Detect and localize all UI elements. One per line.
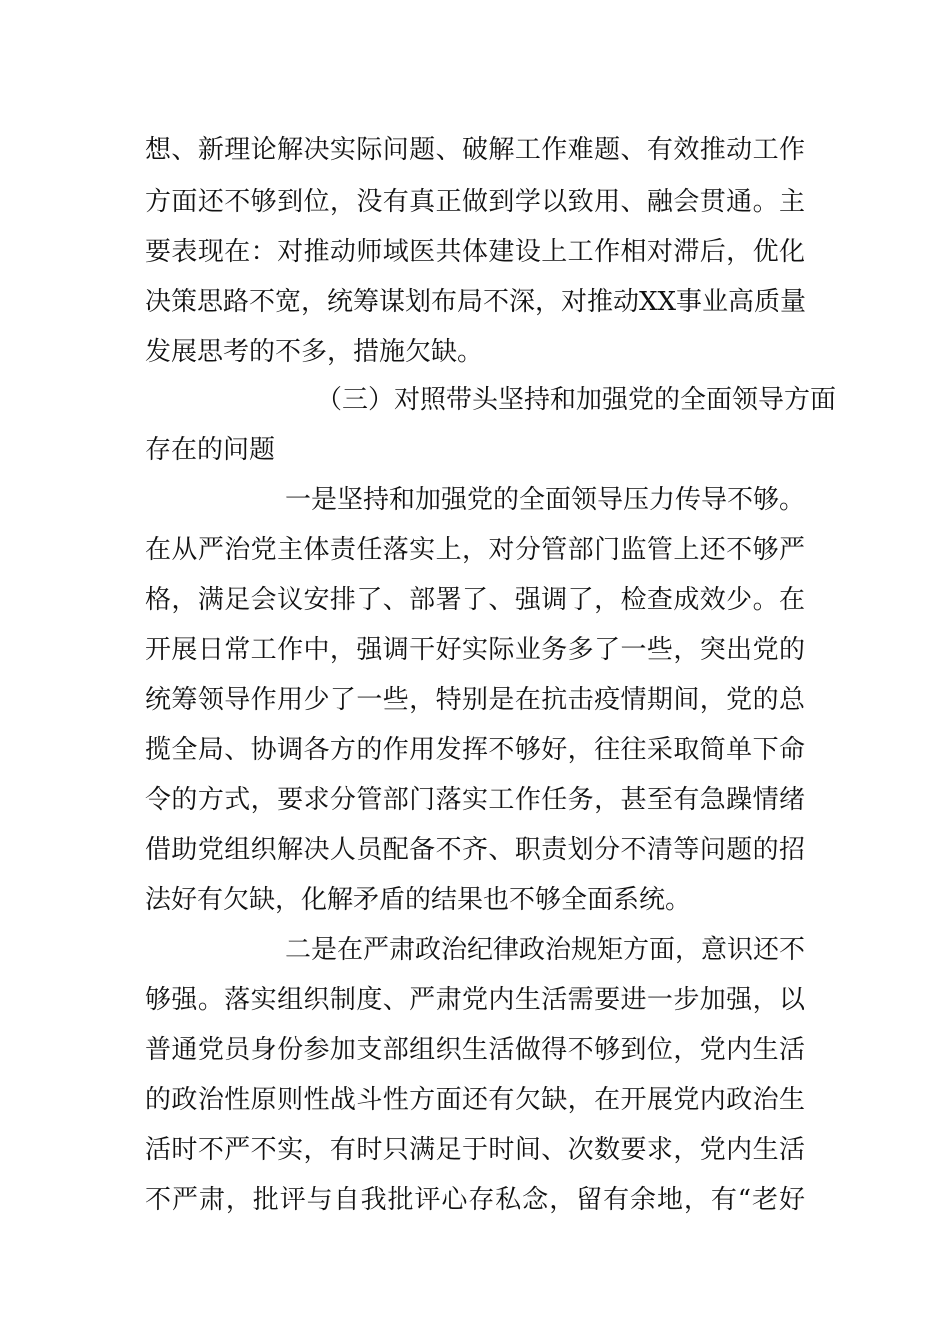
body-line: 在从严治党主体责任落实上，对分管部门监管上还不够严 [145, 535, 805, 565]
body-line: 借助党组织解决人员配备不齐、职责划分不清等问题的招 [145, 835, 805, 865]
body-line: 的政治性原则性战斗性方面还有欠缺，在开展党内政治生 [145, 1085, 805, 1115]
body-line: 够强。落实组织制度、严肃党内生活需要进一步加强，以 [145, 985, 805, 1015]
body-line: 格，满足会议安排了、部署了、强调了，检查成效少。在 [145, 585, 805, 615]
body-line: 开展日常工作中，强调干好实际业务多了一些，突出党的 [145, 635, 805, 665]
body-line: 想、新理论解决实际问题、破解工作难题、有效推动工作 [145, 135, 805, 165]
body-line: 活时不严不实，有时只满足于时间、次数要求，党内生活 [145, 1135, 805, 1165]
paragraph-lead: 一是坚持和加强党的全面领导压力传导不够。 [285, 485, 806, 515]
body-line: 决策思路不宽，统筹谋划布局不深，对推动XX事业高质量 [145, 287, 807, 317]
body-line: 揽全局、协调各方的作用发挥不够好，往往采取简单下命 [145, 735, 805, 765]
body-line: 统筹领导作用少了一些，特别是在抗击疫情期间，党的总 [145, 685, 805, 715]
body-line: 不严肃，批评与自我批评心存私念，留有余地，有“老好 [145, 1185, 805, 1215]
body-line: 要表现在：对推动师域医共体建设上工作相对滞后，优化 [145, 237, 805, 267]
section-heading-continued: 存在的问题 [145, 435, 276, 465]
body-line: 方面还不够到位，没有真正做到学以致用、融会贯通。主 [145, 187, 805, 217]
section-heading: （三）对照带头坚持和加强党的全面领导方面 [316, 385, 837, 415]
body-line: 发展思考的不多，措施欠缺。 [145, 337, 484, 367]
body-line: 普通党员身份参加支部组织生活做得不够到位，党内生活 [145, 1035, 805, 1065]
body-line: 令的方式，要求分管部门落实工作任务，甚至有急躁情绪 [145, 785, 805, 815]
body-line: 法好有欠缺，化解矛盾的结果也不够全面系统。 [145, 885, 692, 915]
paragraph-lead: 二是在严肃政治纪律政治规矩方面，意识还不 [285, 935, 806, 965]
